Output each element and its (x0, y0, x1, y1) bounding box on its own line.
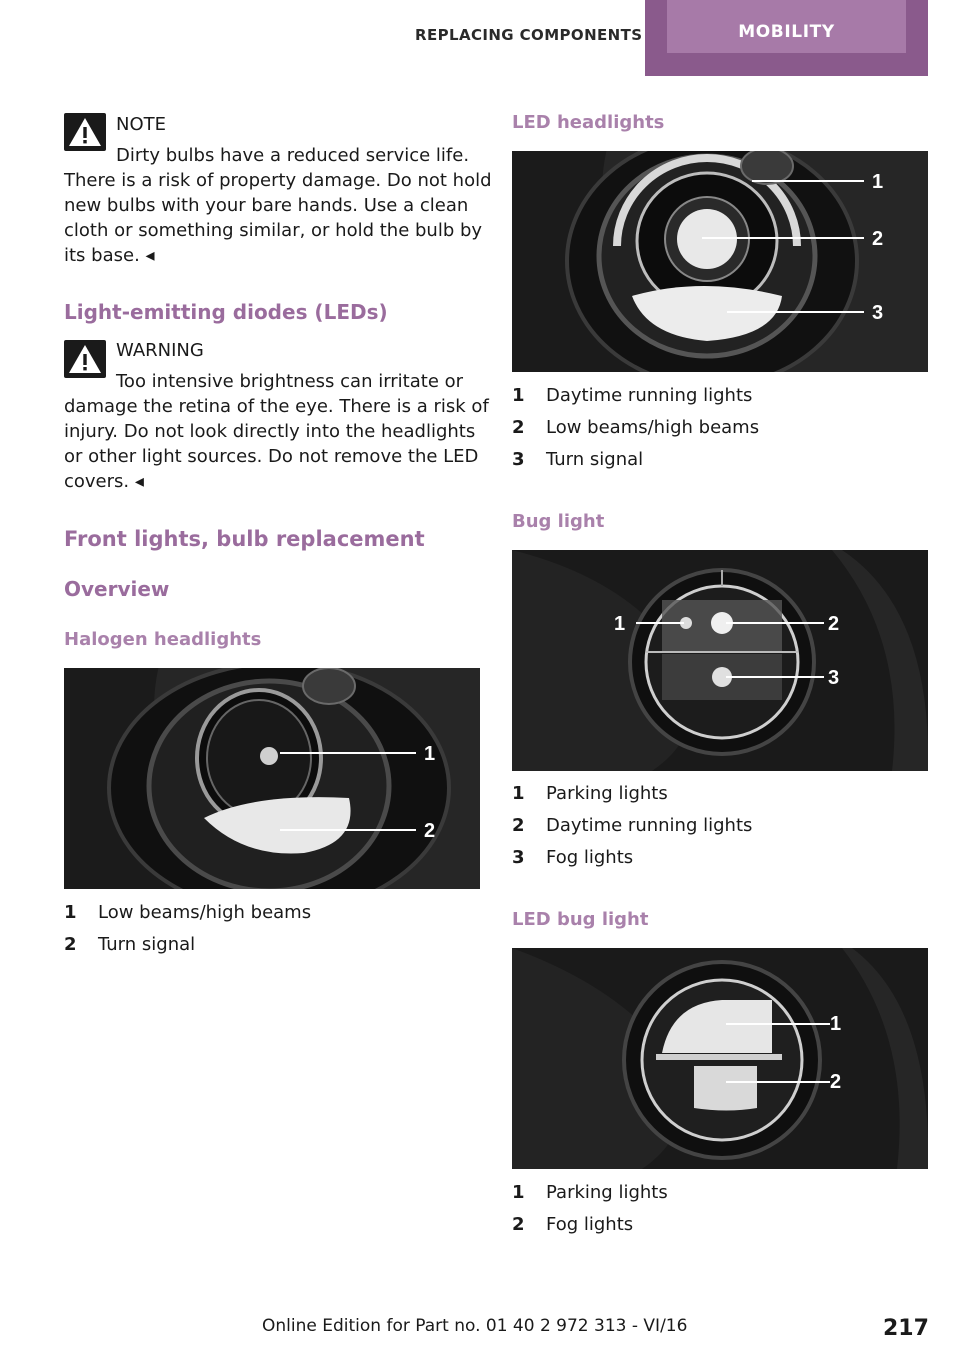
note-line: its base. ◂ (64, 245, 155, 266)
list-item-number: 1 (512, 385, 525, 406)
header-tab (645, 0, 928, 76)
header-tab-label: MOBILITY (738, 22, 835, 42)
list-item-label: Fog lights (546, 847, 634, 868)
list-item-label: Daytime running lights (546, 815, 753, 836)
list-item-number: 1 (64, 902, 77, 923)
header-section-title: REPLACING COMPONENTS (415, 26, 643, 44)
warning-triangle-icon (64, 113, 106, 151)
warning-line: damage the retina of the eye. There is a risk of (64, 396, 489, 417)
list-item-number: 1 (512, 1182, 525, 1203)
callout-3: 3 (828, 667, 840, 689)
front-lights-heading: Front lights, bulb replacement (64, 527, 425, 551)
list-item-number: 3 (512, 847, 525, 868)
list-item-label: Turn signal (546, 449, 644, 470)
footer-edition: Online Edition for Part no. 01 40 2 972 313 - VI/16 (262, 1316, 688, 1336)
led-bug-light-photo (512, 948, 928, 1169)
warning-line: or other light sources. Do not remove the LED (64, 446, 479, 467)
list-item-label: Low beams/high beams (98, 902, 312, 923)
callout-1: 1 (830, 1013, 842, 1035)
page-number: 217 (883, 1316, 929, 1341)
bug-light-heading: Bug light (512, 511, 605, 532)
warning-triangle-icon (64, 340, 106, 378)
callout-2: 2 (828, 613, 840, 635)
note-line: Dirty bulbs have a reduced service life. (116, 145, 470, 166)
led-headlights-heading: LED headlights (512, 112, 665, 133)
callout-1: 1 (614, 613, 626, 635)
callout-1: 1 (424, 743, 436, 765)
halogen-heading: Halogen headlights (64, 629, 262, 650)
callout-2: 2 (872, 228, 884, 250)
led-headlight-photo (512, 151, 928, 372)
callout-1: 1 (872, 171, 884, 193)
list-item-number: 2 (512, 1214, 525, 1235)
note-line: cloth or something similar, or hold the bulb by (64, 220, 483, 241)
bug-light-photo (512, 550, 928, 771)
list-item-number: 2 (512, 815, 525, 836)
halogen-headlight-photo (64, 668, 480, 889)
list-item-label: Low beams/high beams (546, 417, 760, 438)
callout-2: 2 (424, 820, 436, 842)
list-item-number: 1 (512, 783, 525, 804)
leds-heading: Light-emitting diodes (LEDs) (64, 300, 388, 324)
list-item-number: 2 (512, 417, 525, 438)
list-item-label: Parking lights (546, 783, 668, 804)
list-item-label: Parking lights (546, 1182, 668, 1203)
header-tab-inner (667, 0, 906, 53)
warning-label: WARNING (116, 340, 204, 361)
list-item-label: Fog lights (546, 1214, 634, 1235)
callout-3: 3 (872, 302, 884, 324)
note-label: NOTE (116, 114, 167, 135)
overview-heading: Overview (64, 577, 170, 601)
list-item-number: 2 (64, 934, 77, 955)
warning-line: covers. ◂ (64, 471, 144, 492)
note-line: new bulbs with your bare hands. Use a clean (64, 195, 469, 216)
list-item-number: 3 (512, 449, 525, 470)
list-item-label: Daytime running lights (546, 385, 753, 406)
note-line: There is a risk of property damage. Do not hold (64, 170, 492, 191)
list-item-label: Turn signal (98, 934, 196, 955)
led-bug-light-heading: LED bug light (512, 909, 649, 930)
warning-line: injury. Do not look directly into the headlights (64, 421, 476, 442)
callout-2: 2 (830, 1071, 842, 1093)
warning-line: Too intensive brightness can irritate or (116, 371, 464, 392)
